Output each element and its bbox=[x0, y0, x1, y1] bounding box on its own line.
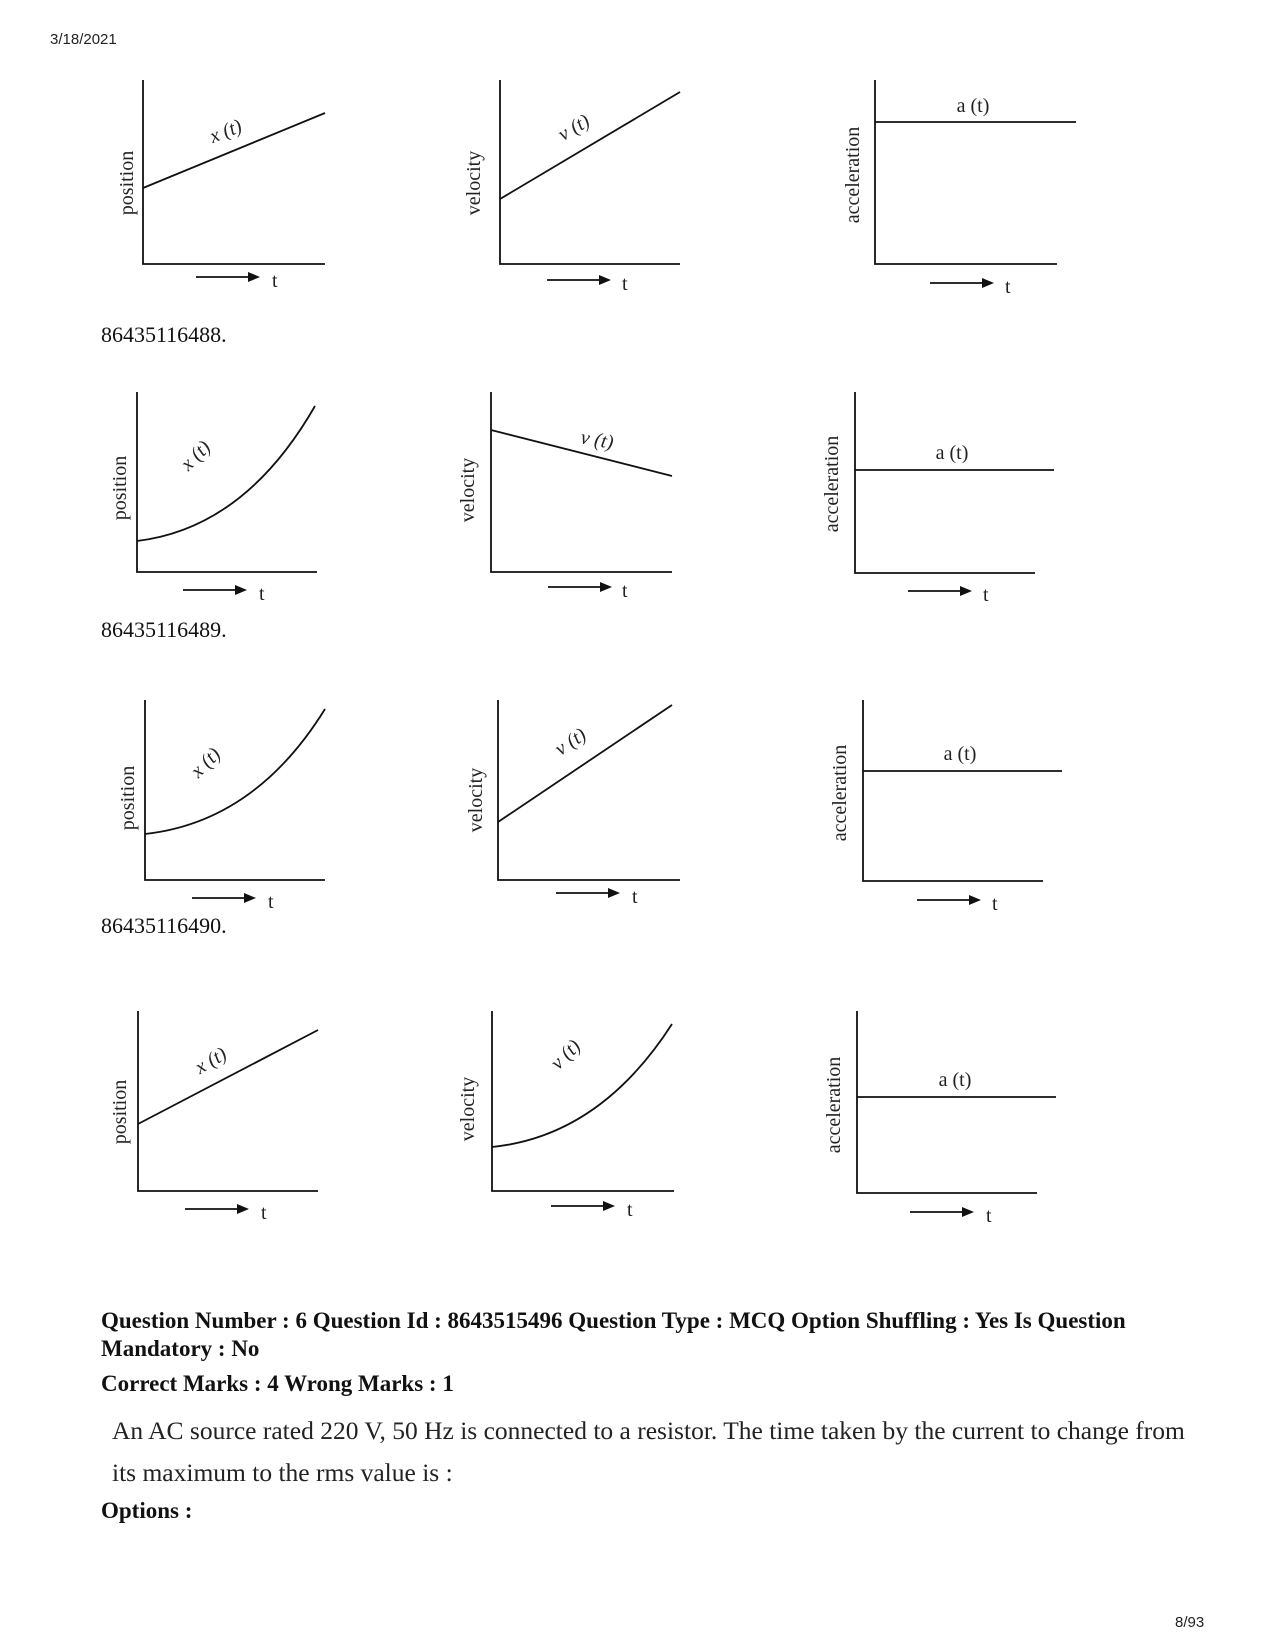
time-axis-label: t bbox=[272, 270, 278, 292]
acceleration-graph bbox=[842, 80, 1076, 298]
option-id-2: 86435116489. bbox=[101, 617, 227, 642]
acceleration-axis-label: acceleration bbox=[823, 1056, 845, 1154]
position-graph bbox=[109, 1011, 318, 1224]
question-meta: Question Number : 6 Question Id : 8643515496 Question Type : MCQ Option Shuffling : Yes Is Question Mandatory : No bbox=[101, 1308, 1126, 1361]
acceleration-curve-label: a (t) bbox=[956, 95, 990, 117]
position-curve-label: x (t) bbox=[186, 743, 226, 783]
time-axis-label: t bbox=[627, 1199, 633, 1221]
position-curve bbox=[138, 1030, 318, 1124]
position-axis-label: position bbox=[109, 1079, 131, 1145]
position-curve-label: x (t) bbox=[176, 436, 216, 476]
position-axis-label: position bbox=[117, 765, 139, 831]
position-graph bbox=[116, 80, 325, 292]
velocity-graph bbox=[457, 392, 672, 602]
graph-set-3 bbox=[109, 1011, 1056, 1227]
options-label: Options : bbox=[101, 1498, 193, 1523]
velocity-axis-label: velocity bbox=[463, 150, 485, 216]
time-axis-label: t bbox=[1005, 276, 1011, 298]
velocity-graph bbox=[463, 80, 680, 295]
velocity-curve bbox=[500, 92, 680, 199]
time-axis-label: t bbox=[992, 893, 998, 915]
time-axis-label: t bbox=[622, 580, 628, 602]
position-curve-label: x (t) bbox=[206, 115, 246, 148]
time-axis-label: t bbox=[261, 1202, 267, 1224]
time-axis-label: t bbox=[632, 886, 638, 908]
graph-set-0 bbox=[116, 80, 1076, 298]
velocity-curve-label: v (t) bbox=[554, 109, 594, 146]
time-axis-label: t bbox=[268, 891, 274, 913]
time-axis-label: t bbox=[983, 584, 989, 606]
acceleration-curve-label: a (t) bbox=[935, 442, 969, 464]
velocity-axis-label: velocity bbox=[457, 1076, 479, 1142]
acceleration-curve-label: a (t) bbox=[943, 743, 977, 765]
acceleration-graph bbox=[821, 392, 1054, 606]
print-date: 3/18/2021 bbox=[50, 31, 117, 48]
time-axis-label: t bbox=[986, 1205, 992, 1227]
velocity-curve-label: v (t) bbox=[546, 1035, 586, 1075]
acceleration-graph bbox=[823, 1011, 1056, 1227]
position-axis-label: position bbox=[109, 455, 131, 521]
time-axis-label: t bbox=[622, 273, 628, 295]
option-id-1: 86435116488. bbox=[101, 322, 227, 347]
acceleration-graph bbox=[829, 700, 1062, 915]
acceleration-axis-label: acceleration bbox=[842, 126, 864, 224]
graph-set-2 bbox=[117, 700, 1062, 915]
velocity-axis-label: velocity bbox=[465, 767, 487, 833]
position-axis-label: position bbox=[116, 150, 138, 216]
question-marks: Correct Marks : 4 Wrong Marks : 1 bbox=[101, 1371, 454, 1396]
question-text: An AC source rated 220 V, 50 Hz is connected to a resistor. The time taken by the current to change from its maximum to the rms value is : bbox=[112, 1416, 1185, 1487]
option-id-3: 86435116490. bbox=[101, 913, 227, 938]
position-graph bbox=[109, 392, 317, 605]
position-curve bbox=[145, 709, 325, 834]
velocity-axis-label: velocity bbox=[457, 457, 479, 523]
velocity-curve bbox=[492, 1024, 672, 1147]
time-axis-label: t bbox=[259, 583, 265, 605]
velocity-curve bbox=[498, 705, 672, 822]
page-number: 8/93 bbox=[1175, 1614, 1205, 1631]
acceleration-axis-label: acceleration bbox=[821, 435, 843, 533]
position-curve-label: x (t) bbox=[191, 1042, 231, 1079]
graph-set-1 bbox=[109, 392, 1054, 606]
velocity-graph bbox=[465, 700, 680, 908]
velocity-curve-label: v (t) bbox=[550, 723, 591, 761]
velocity-graph bbox=[457, 1011, 674, 1221]
velocity-curve-label: v (t) bbox=[578, 426, 616, 454]
position-graph bbox=[117, 700, 325, 913]
position-curve bbox=[137, 406, 315, 541]
acceleration-axis-label: acceleration bbox=[829, 744, 851, 842]
acceleration-curve-label: a (t) bbox=[938, 1069, 972, 1091]
